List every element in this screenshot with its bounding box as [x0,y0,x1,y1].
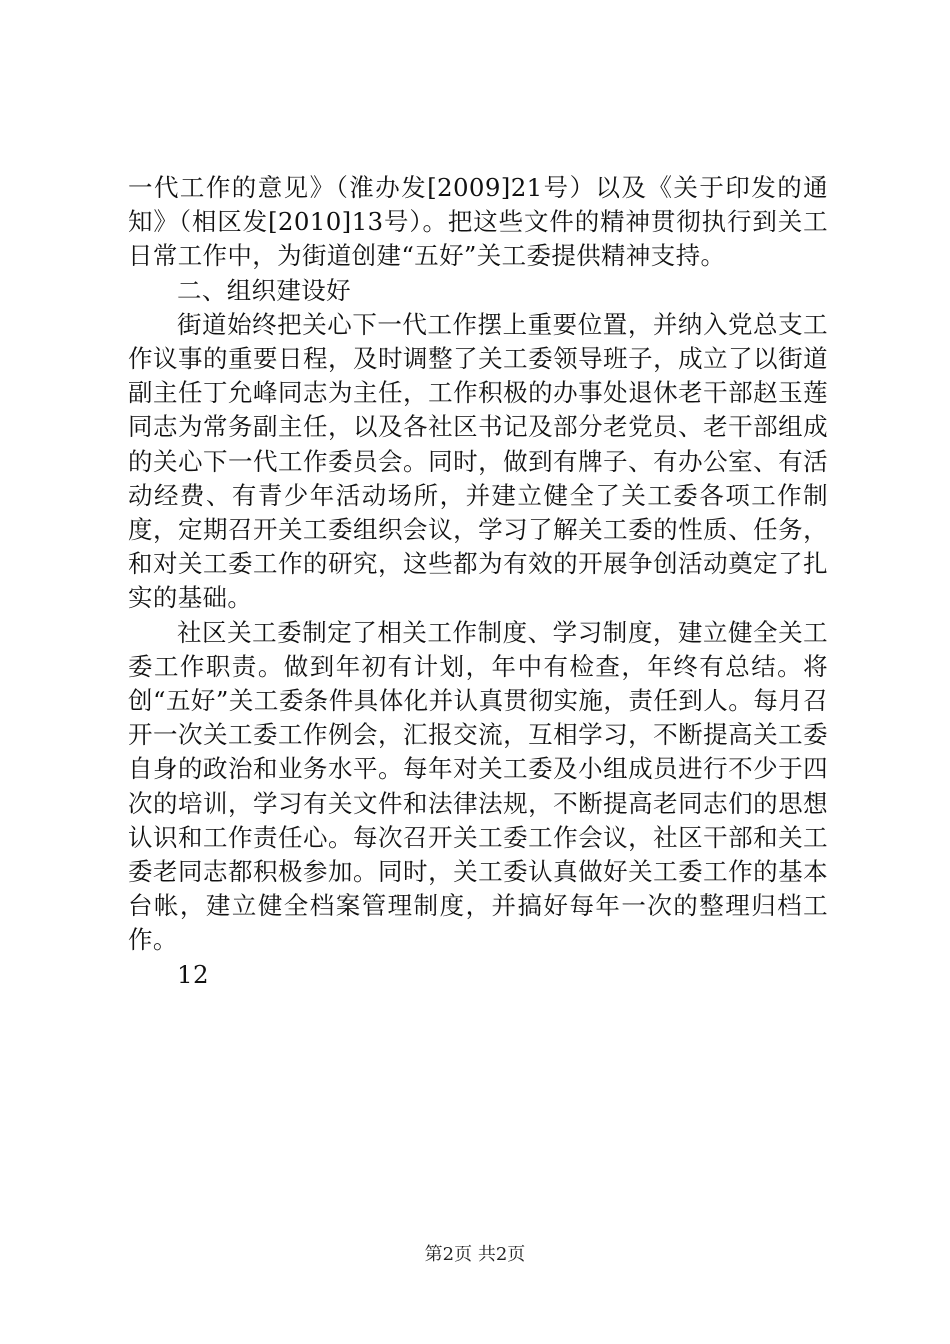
document-body [128,171,828,992]
paragraph-organization: 街道始终把关心下一代工作摆上重要位置，并纳入党总支工作议事的重要日程，及时调整了关工委领导班子，成立了以街道副主任丁允峰同志为主任，工作积极的办事处退休老干部赵玉莲同志为常务副主任，以及各社区书记及部分老党员、老干部组成的关心下一代工作委员会。同时，做到有牌子、有办公室、有活动经费、有青少年活动场所，并建立健全了关工委各项工作制度，定期召开关工委组织会议，学习了解关工委的性质、任务，和对关工委工作的研究，这些都为有效的开展争创活动奠定了扎实的基础。 [128,309,828,613]
paragraph-continuation: 一代工作的意见》（淮办发[2009]21号）以及《关于印发的通知》（相区发[2010]13号）。把这些文件的精神贯彻执行到关工日常工作中，为街道创建“五好”关工委提供精神支持。 [128,173,828,271]
page-footer: 第2页 共2页 [424,1244,526,1265]
paragraph-trailing-number: 12 [177,959,209,989]
section-heading: 二、组织建设好 [177,275,351,305]
paragraph-community: 社区关工委制定了相关工作制度、学习制度，建立健全关工委工作职责。做到年初有计划，年中有检查，年终有总结。将创“五好”关工委条件具体化并认真贯彻实施，责任到人。每月召开一次关工委工作例会，汇报交流，互相学习，不断提高关工委自身的政治和业务水平。每年对关工委及小组成员进行不少于四次的培训，学习有关文件和法律法规，不断提高老同志们的思想认识和工作责任心。每次召开关工委工作会议，社区干部和关工委老同志都积极参加。同时，关工委认真做好关工委工作的基本台帐，建立健全档案管理制度，并搞好每年一次的整理归档工作。 [128,617,828,955]
